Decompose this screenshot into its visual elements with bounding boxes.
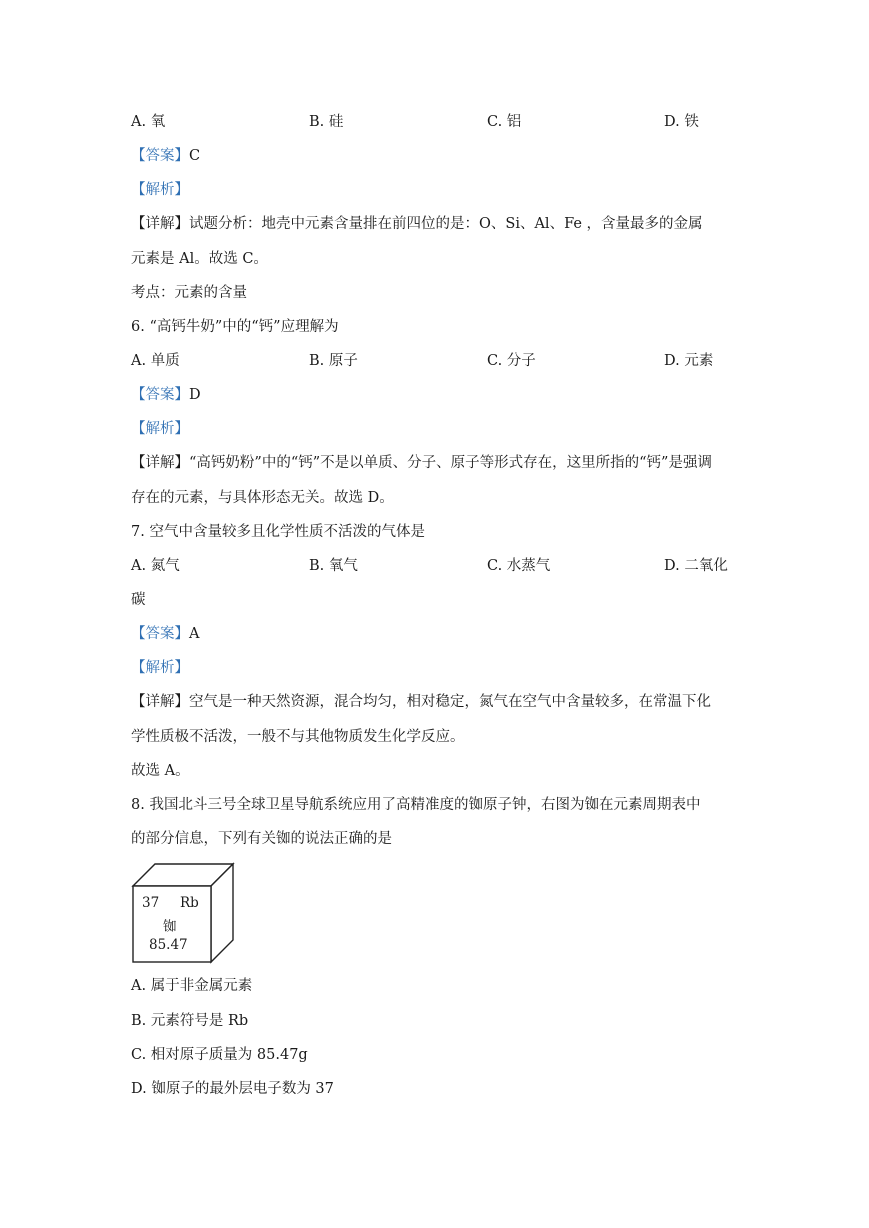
q5-option-c: C. 铝: [487, 114, 522, 130]
q7-option-d: D. 二氧化: [664, 558, 728, 574]
q8-option-b: B. 元素符号是 Rb: [131, 1013, 249, 1029]
q5-analysis-tag: 【解析】: [131, 182, 189, 198]
q6-option-d: D. 元素: [664, 353, 714, 369]
q7-option-d-wrap: 碳: [131, 592, 146, 608]
answer-value: D: [189, 387, 201, 403]
q5-answer: [131, 146, 200, 166]
q5-option-a: A. 氧: [131, 114, 166, 130]
q7-answer: [131, 624, 199, 644]
answer-tag: 【答案】: [131, 387, 189, 403]
q8-question-line1: 8. 我国北斗三号全球卫星导航系统应用了高精准度的铷原子钟，右图为铷在元素周期表中: [131, 797, 701, 813]
detail-text: 试题分析：地壳中元素含量排在前四位的是：O、Si、Al、Fe ，含量最多的金属: [189, 216, 703, 232]
q6-answer: [131, 385, 201, 405]
q8-option-c: C. 相对原子质量为 85.47g: [131, 1047, 308, 1063]
detail-tag: 【详解】: [131, 216, 189, 232]
answer-value: A: [189, 626, 200, 642]
atomic-number: 37: [142, 895, 160, 911]
atomic-mass: 85.47: [149, 937, 188, 953]
q7-analysis-tag: 【解析】: [131, 660, 189, 676]
q7-option-c: C. 水蒸气: [487, 558, 551, 574]
q8-option-a: A. 属于非金属元素: [131, 978, 253, 994]
q8-option-d: D. 铷原子的最外层电子数为 37: [131, 1081, 334, 1097]
detail-text: 空气是一种天然资源，混合均匀，相对稳定，氮气在空气中含量较多，在常温下化: [189, 694, 711, 710]
q7-option-b: B. 氧气: [309, 558, 358, 574]
q5-point: 考点：元素的含量: [131, 285, 247, 301]
q5-detail-line1: [131, 214, 703, 234]
q6-detail-line2: 存在的元素，与具体形态无关。故选 D。: [131, 490, 394, 506]
detail-text: “高钙奶粉”中的“钙”不是以单质、分子、原子等形式存在，这里所指的“钙”是强调: [189, 455, 712, 471]
q6-detail-line1: [131, 453, 712, 473]
answer-tag: 【答案】: [131, 626, 189, 642]
detail-tag: 【详解】: [131, 694, 189, 710]
q6-analysis-tag: 【解析】: [131, 421, 189, 437]
q6-option-b: B. 原子: [309, 353, 358, 369]
answer-value: C: [189, 148, 201, 164]
q7-detail-line2: 学性质极不活泼，一般不与其他物质发生化学反应。: [131, 729, 465, 745]
q7-question: 7. 空气中含量较多且化学性质不活泼的气体是: [131, 524, 425, 540]
q7-detail-line3: 故选 A。: [131, 763, 190, 779]
q5-option-b: B. 硅: [309, 114, 344, 130]
q5-detail-line2: 元素是 Al。故选 C。: [131, 251, 268, 267]
q6-question: 6. “高钙牛奶”中的“钙”应理解为: [131, 319, 339, 335]
q8-question-line2: 的部分信息，下列有关铷的说法正确的是: [131, 831, 392, 847]
q5-option-d: D. 铁: [664, 114, 699, 130]
detail-tag: 【详解】: [131, 455, 189, 471]
q6-option-c: C. 分子: [487, 353, 536, 369]
q6-option-a: A. 单质: [131, 353, 180, 369]
element-cell-figure: [131, 862, 235, 964]
element-symbol: Rb: [180, 895, 199, 911]
element-name: 铷: [163, 919, 177, 935]
q7-option-a: A. 氮气: [131, 558, 180, 574]
answer-tag: 【答案】: [131, 148, 189, 164]
q7-detail-line1: [131, 692, 711, 712]
